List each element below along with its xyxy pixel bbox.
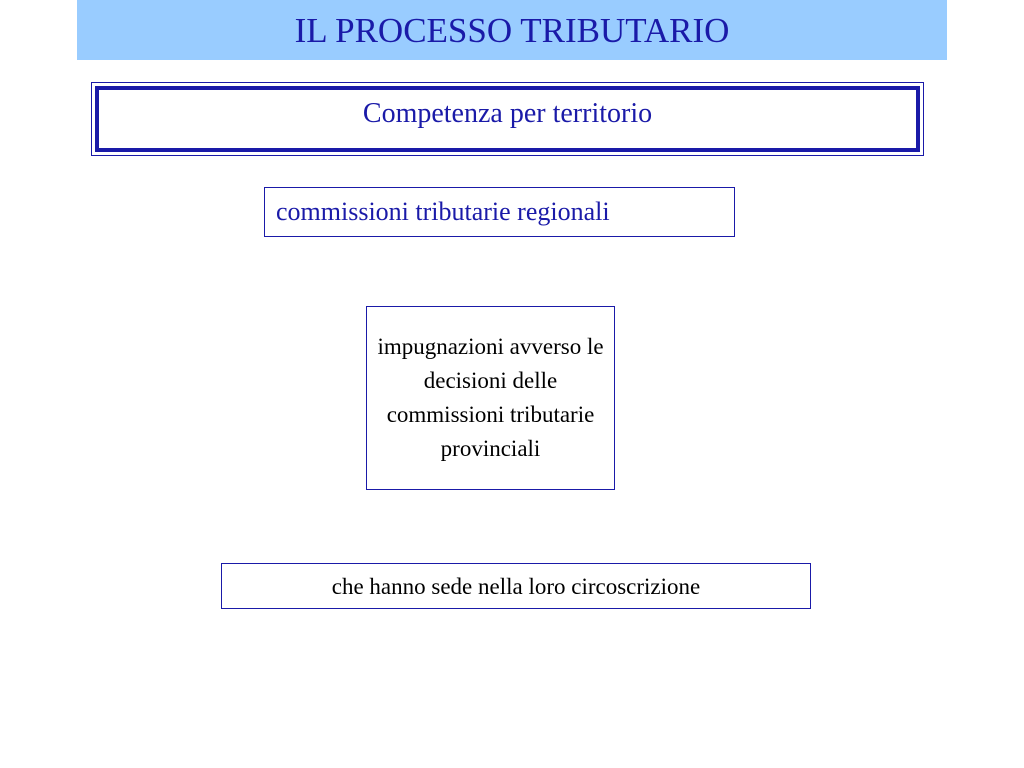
appeals-text: impugnazioni avverso le decisioni delle commissioni tributarie provinciali xyxy=(377,334,604,461)
jurisdiction-text: che hanno sede nella loro circoscrizione xyxy=(331,573,701,599)
subtitle-frame xyxy=(91,82,924,156)
subtitle-inner-border xyxy=(95,86,920,152)
regional-commissions-box xyxy=(264,187,735,237)
appeals-box xyxy=(366,306,615,490)
jurisdiction-box xyxy=(221,563,811,609)
subtitle-text: Competenza per territorio xyxy=(362,98,653,129)
title-bar xyxy=(77,0,947,60)
regional-commissions-text: commissioni tributarie regionali xyxy=(276,197,610,226)
slide-title: IL PROCESSO TRIBUTARIO xyxy=(294,10,730,50)
